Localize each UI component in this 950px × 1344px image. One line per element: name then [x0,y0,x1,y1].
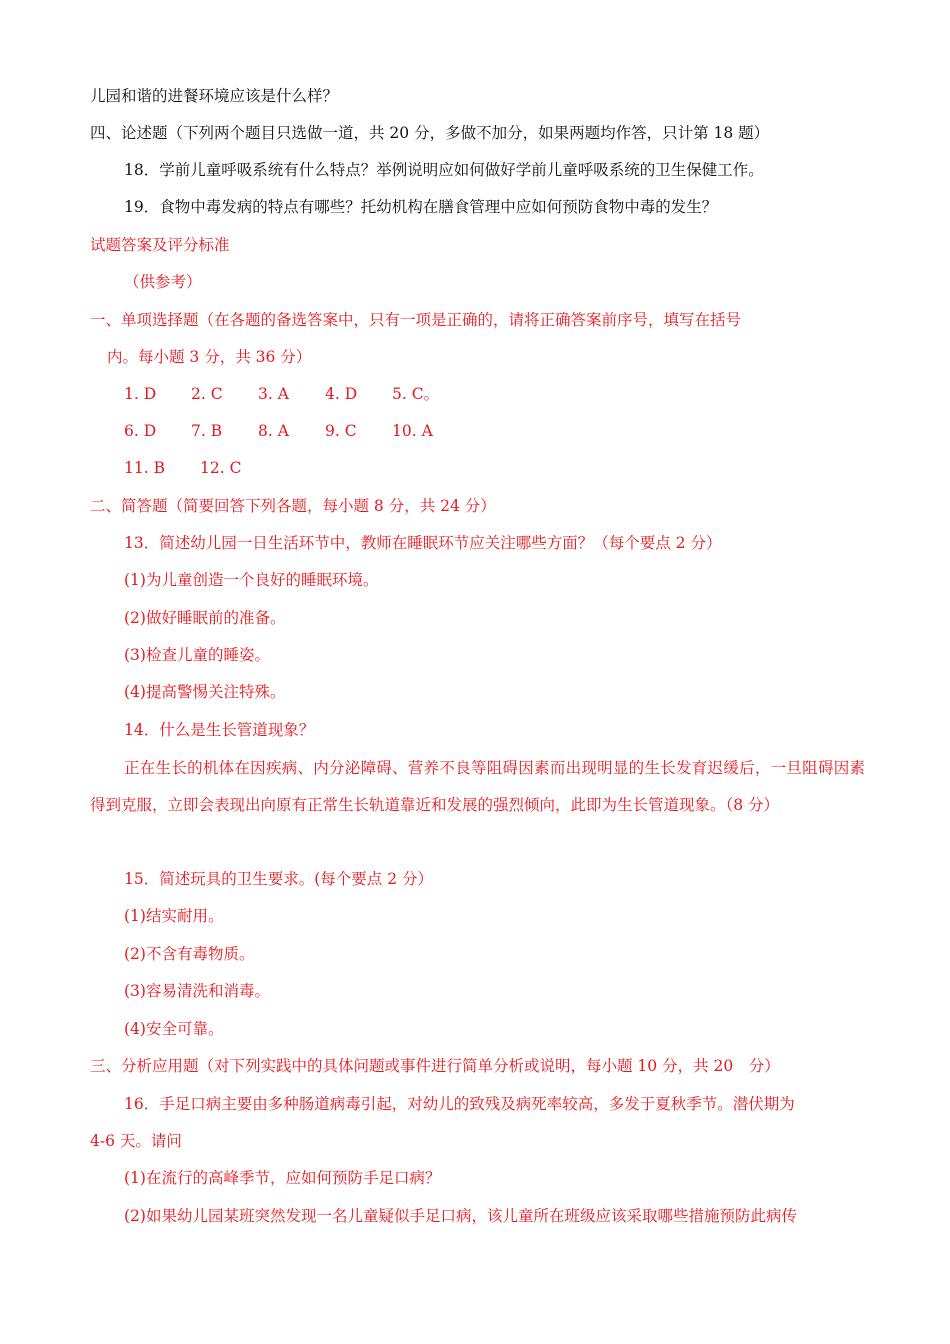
q14-answer-paragraph: 正在生长的机体在因疾病、内分泌障碍、营养不良等阻碍因素而出现明显的生长发育迟缓后，一旦阻碍因素得到克服，立即会表现出向原有正常生长轨道靠近和发展的强烈倾向，此即为生长管道现象。（8 分） [90,759,865,814]
mc-answer: 9. C [325,422,357,440]
mc-answer: 7. B [191,422,223,440]
q13-point: (1)为儿童创造一个良好的睡眠环境。 [124,571,379,589]
q15-point: (1)结实耐用。 [124,907,224,925]
q15-point: (3)容易清洗和消毒。 [124,982,270,1000]
question-18: 18．学前儿童呼吸系统有什么特点？举例说明应如何做好学前儿童呼吸系统的卫生保健工作。 [124,161,764,179]
section-2-heading: 二、简答题（简要回答下列各题，每小题 8 分，共 24 分） [90,497,496,515]
section-4-heading: 四、论述题（下列两个题目只选做一道，共 20 分，多做不加分，如果两题均作答，只计第 18 题） [90,124,770,142]
question-14: 14．什么是生长管道现象？ [124,721,315,739]
mc-answer: 4. D [325,385,358,403]
question-16-line2: 4-6 天。请问 [90,1132,182,1150]
mc-answer: 5. C。 [392,385,440,403]
question-13: 13．简述幼儿园一日生活环节中，教师在睡眠环节应关注哪些方面？（每个要点 2 分） [124,534,722,552]
mc-answer: 8. A [258,422,289,440]
answers-subtitle: （供参考） [124,273,202,291]
q16-subquestion: (2)如果幼儿园某班突然发现一名儿童疑似手足口病，该儿童所在班级应该采取哪些措施预防此病传 [124,1207,797,1225]
section-3-heading: 三、分析应用题（对下列实践中的具体问题或事件进行简单分析或说明，每小题 10 分，共 20 分） [90,1057,780,1075]
question-15: 15．简述玩具的卫生要求。(每个要点 2 分） [124,870,433,888]
mc-answer: 10. A [392,422,433,440]
q16-subquestion: (1)在流行的高峰季节，应如何预防手足口病？ [124,1169,441,1187]
answers-title: 试题答案及评分标准 [90,236,230,254]
q13-point: (3)检查儿童的睡姿。 [124,646,270,664]
q15-point: (4)安全可靠。 [124,1020,224,1038]
section-1-heading-line1: 一、单项选择题（在各题的备选答案中，只有一项是正确的，请将正确答案前序号，填写在括号 [90,311,742,329]
mc-answer: 2. C [191,385,223,403]
q13-point: (4)提高警惕关注特殊。 [124,683,286,701]
question-19: 19．食物中毒发病的特点有哪些？托幼机构在膳食管理中应如何预防食物中毒的发生？ [124,198,718,216]
q15-point: (2)不含有毒物质。 [124,945,255,963]
mc-answer: 3. A [258,385,289,403]
q13-point: (2)做好睡眠前的准备。 [124,609,286,627]
mc-answer: 12. C [200,459,242,477]
mc-answer: 6. D [124,422,157,440]
mc-answer: 1. D [124,385,157,403]
section-1-heading-line2: 内。每小题 3 分，共 36 分） [107,348,312,366]
question-16-line1: 16．手足口病主要由多种肠道病毒引起，对幼儿的致残及病死率较高，多发于夏秋季节。潜伏期为 [124,1095,795,1113]
question-intro-line: 儿园和谐的进餐环境应该是什么样？ [90,87,339,105]
mc-answer: 11. B [124,459,165,477]
